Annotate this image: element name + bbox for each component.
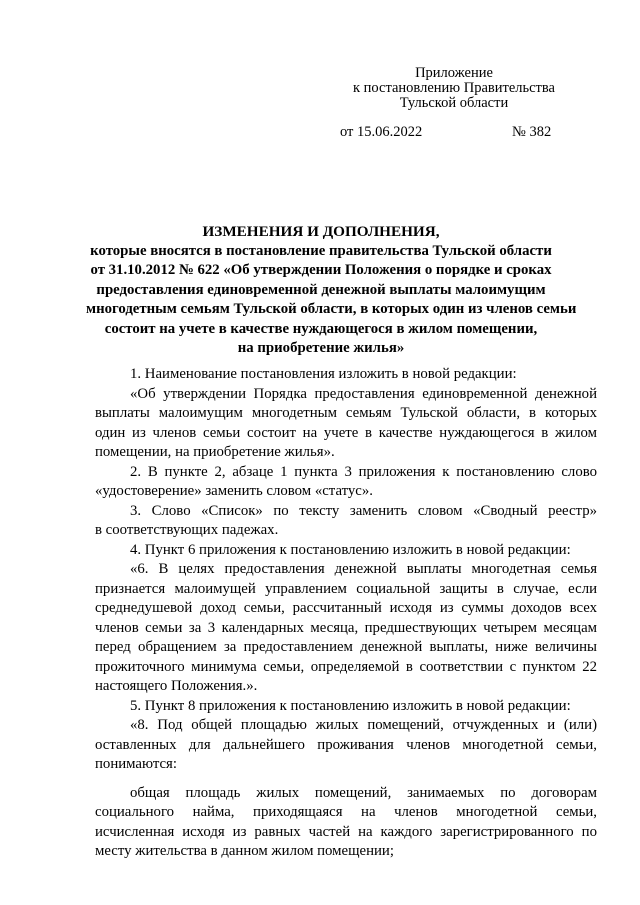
body-line: 1. Наименование постановления изложить в новой редакции:: [130, 366, 517, 382]
resolution-date: от 15.06.2022: [340, 124, 423, 140]
body-line: месту жительства в данном жилом помещении;: [95, 843, 394, 859]
title-line: на приобретение жилья»: [237, 340, 405, 356]
body-line: понимаются:: [95, 756, 177, 772]
appendix-line: Приложение: [415, 65, 493, 81]
title-line: предоставления единовременной денежной выплаты малоимущим: [96, 281, 546, 298]
appendix-line: к постановлению Правительства: [353, 80, 555, 96]
body-line: 4. Пункт 6 приложения к постановлению изложить в новой редакции:: [130, 541, 571, 558]
body-line: перед обращением за предоставлением денежной выплаты, ниже величины: [95, 639, 597, 655]
title-line: ИЗМЕНЕНИЯ И ДОПОЛНЕНИЯ,: [202, 223, 440, 240]
body-line: один из членов семьи состоит на учете в качестве нуждающегося в жилом: [95, 424, 597, 441]
body-line: «Об утверждении Порядка предоставления единовременной денежной: [130, 385, 597, 402]
title-line: многодетным семьям Тульской области, в которых один из членов семьи: [86, 301, 577, 317]
body-line: «6. В целях предоставления денежной выплаты многодетная семья: [130, 561, 597, 577]
body-line: 3. Слово «Список» по тексту заменить словом «Сводный реестр»: [130, 502, 597, 519]
body-line: прожиточного минимума семьи, определяемой в соответствии с пунктом 22: [95, 658, 597, 675]
title-line: от 31.10.2012 № 622 «Об утверждении Положения о порядке и сроках: [90, 262, 552, 278]
body-line: «8. Под общей площадью жилых помещений, отчужденных и (или): [130, 717, 597, 733]
document-body: [95, 365, 597, 862]
body-line: выплаты малоимущим многодетным семьям Тульской области, в которых: [95, 405, 597, 421]
body-line: «удостоверение» заменить словом «статус».: [95, 483, 373, 499]
body-line: признается малоимущей управлением социальной защиты в случае, если: [95, 580, 597, 597]
body-line: помещении, на приобретение жилья».: [95, 444, 335, 460]
body-line: настоящего Положения.».: [95, 678, 258, 694]
body-line: членов семьи за 3 календарных месяца, предшествующих четырем месяцам: [95, 619, 597, 636]
appendix-line: Тульской области: [399, 95, 509, 111]
document-title: [86, 222, 577, 359]
body-line: социального найма, приходящаяся на членов многодетной семьи,: [95, 804, 597, 820]
body-line: оставленных для дальнейшего проживания членов многодетной семьи,: [95, 736, 597, 753]
body-line: 2. В пункте 2, абзаце 1 пункта 3 приложения к постановлению слово: [130, 463, 597, 480]
resolution-number: № 382: [512, 124, 552, 140]
body-line: общая площадь жилых помещений, занимаемых по договорам: [130, 784, 597, 801]
paragraph-gap: [95, 775, 597, 784]
body-line: исчисленная исходя из равных частей на каждого зарегистрированного по: [95, 823, 597, 840]
title-line: состоит на учете в качестве нуждающегося в жилом помещении,: [104, 320, 538, 337]
body-line: 5. Пункт 8 приложения к постановлению изложить в новой редакции:: [130, 697, 571, 714]
title-line: которые вносятся в постановление правительства Тульской области: [90, 242, 552, 259]
body-line: среднедушевой доход семьи, рассчитанный исходя из суммы доходов всех: [95, 600, 597, 616]
body-line: в соответствующих падежах.: [95, 522, 279, 538]
appendix-header: [348, 66, 560, 111]
